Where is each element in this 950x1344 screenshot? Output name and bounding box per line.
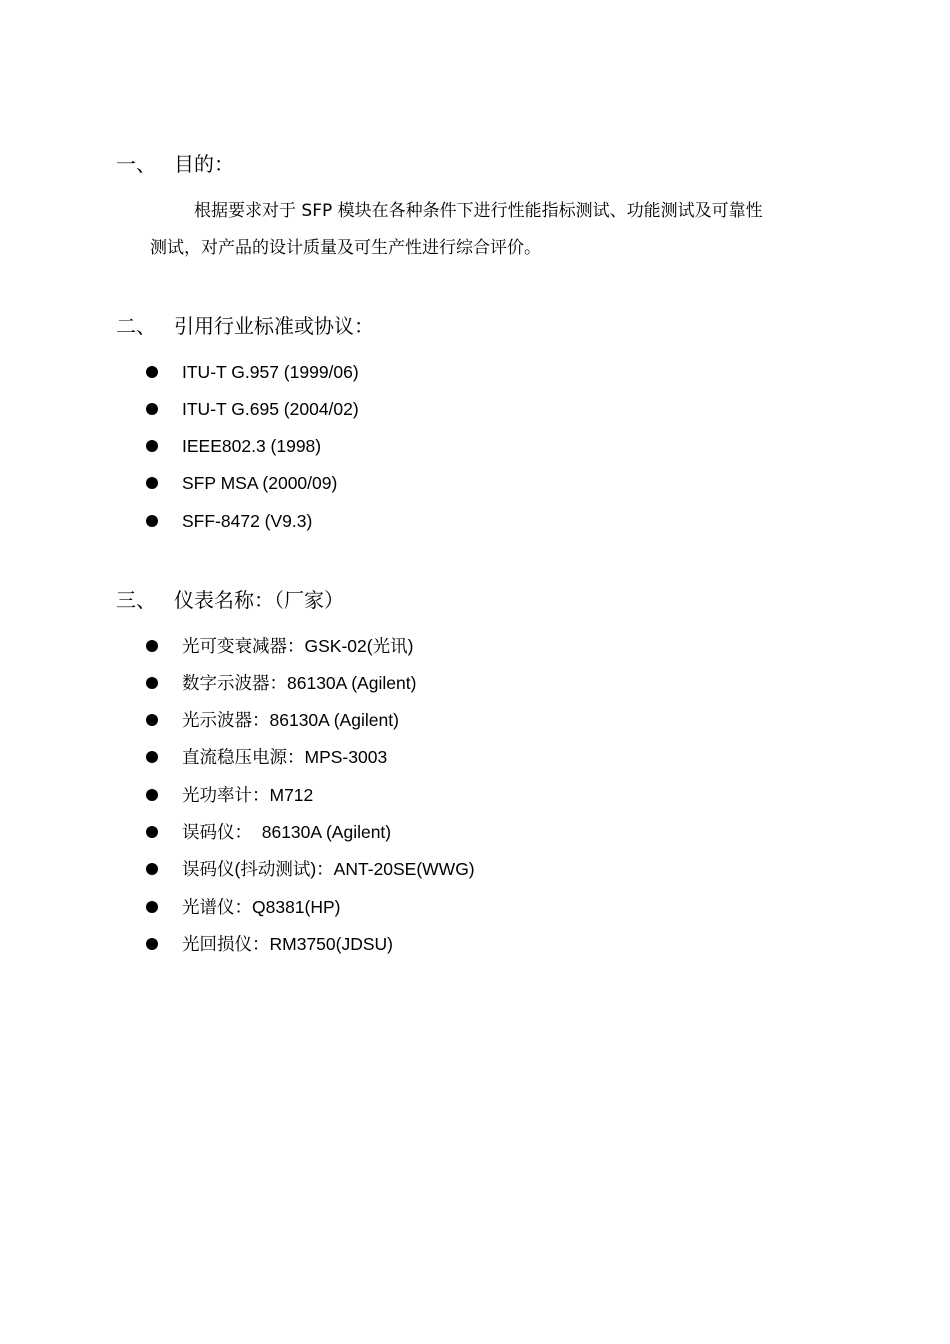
bullet-icon bbox=[146, 901, 158, 913]
bullet-icon bbox=[146, 515, 158, 527]
purpose-line-1: 根据要求对于 SFP 模块在各种条件下进行性能指标测试、功能测试及可靠性 bbox=[194, 201, 763, 221]
list-item-text: ITU-T G.695 (2004/02) bbox=[182, 399, 359, 419]
bullet-icon bbox=[146, 640, 158, 652]
purpose-line-2: 测试，对产品的设计质量及可生产性进行综合评价。 bbox=[150, 238, 541, 258]
section-title: 目的： bbox=[174, 152, 234, 176]
list-item-text: 光功率计：M712 bbox=[182, 785, 314, 805]
list-item-text: 光示波器：86130A (Agilent) bbox=[182, 710, 399, 730]
bullet-icon bbox=[146, 789, 158, 801]
list-item-text: SFF-8472 (V9.3) bbox=[182, 511, 313, 531]
bullet-icon bbox=[146, 863, 158, 875]
list-item-text: 光回损仪：RM3750(JDSU) bbox=[182, 934, 393, 954]
list-item-text: 光可变衰减器：GSK-02(光讯) bbox=[182, 636, 414, 656]
bullet-icon bbox=[146, 826, 158, 838]
section-title: 仪表名称：（厂家） bbox=[174, 588, 344, 612]
bullet-icon bbox=[146, 440, 158, 452]
section-heading-purpose bbox=[116, 152, 234, 176]
section-title: 引用行业标准或协议： bbox=[174, 314, 374, 338]
bullet-icon bbox=[146, 403, 158, 415]
bullet-icon bbox=[146, 477, 158, 489]
list-item-text: 误码仪(抖动测试)：ANT-20SE(WWG) bbox=[182, 859, 475, 879]
list-item-text: IEEE802.3 (1998) bbox=[182, 436, 322, 456]
list-item-text: 直流稳压电源：MPS-3003 bbox=[182, 747, 388, 767]
bullet-icon bbox=[146, 714, 158, 726]
bullet-icon bbox=[146, 751, 158, 763]
purpose-paragraph bbox=[150, 193, 850, 267]
list-item-text: 数字示波器：86130A (Agilent) bbox=[182, 673, 417, 693]
list-item-text: 误码仪： 86130A (Agilent) bbox=[182, 822, 392, 842]
section-number: 一、 bbox=[116, 152, 156, 176]
section-number: 二、 bbox=[116, 314, 156, 338]
bullet-icon bbox=[146, 366, 158, 378]
list-item-text: ITU-T G.957 (1999/06) bbox=[182, 362, 359, 382]
list-item-text: 光谱仪：Q8381(HP) bbox=[182, 897, 341, 917]
bullet-icon bbox=[146, 938, 158, 950]
list-item-text: SFP MSA (2000/09) bbox=[182, 473, 338, 493]
section-heading-instruments bbox=[116, 588, 344, 612]
section-number: 三、 bbox=[116, 588, 156, 612]
section-heading-standards bbox=[116, 314, 374, 338]
bullet-icon bbox=[146, 677, 158, 689]
